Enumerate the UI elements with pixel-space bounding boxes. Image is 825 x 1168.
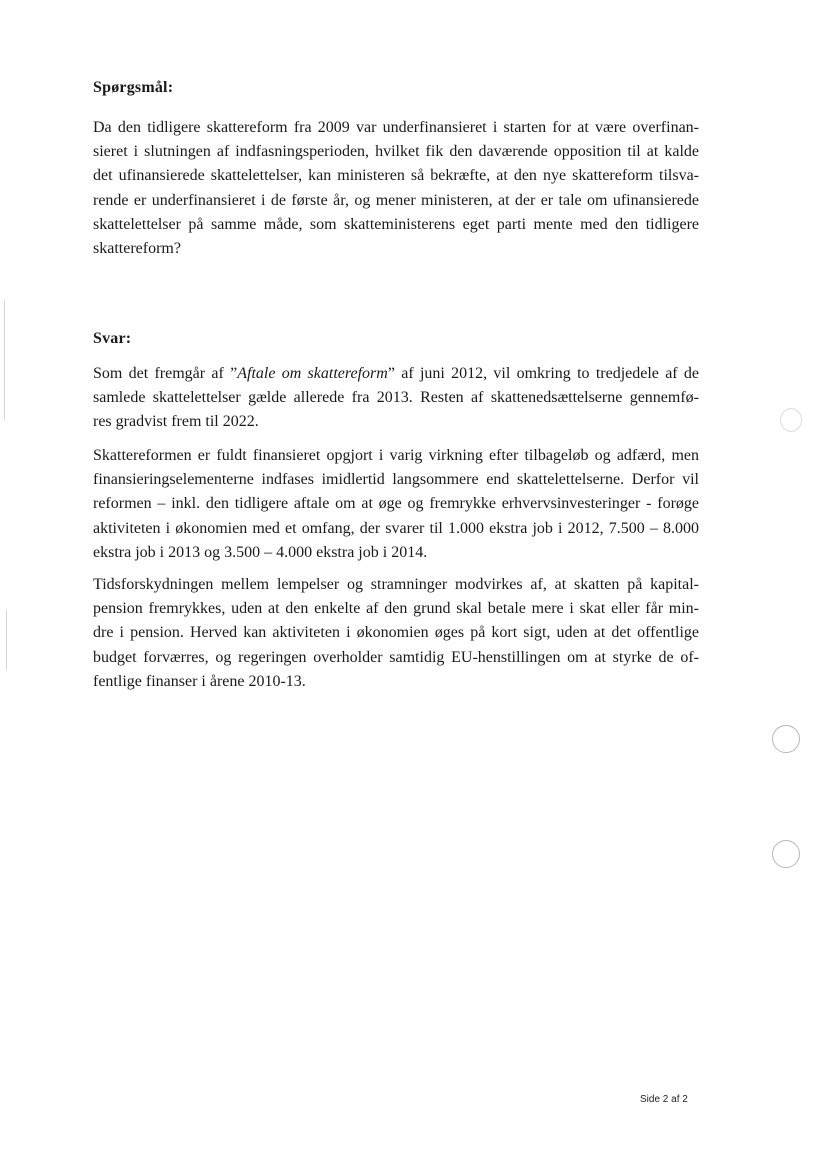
text-line: finansieringselementerne indfases imidlertid langsommere end skattelettelserne. Derfor vil xyxy=(93,471,699,489)
text-line: aktiviteten i økonomien med et omfang, der svarer til 1.000 ekstra job i 2012, 7.500 – 8.000 xyxy=(93,519,699,537)
text-fragment: Som det fremgår af ” xyxy=(93,365,238,382)
text-line: skattelettelser på samme måde, som skatteministerens eget parti mente med den tidligere xyxy=(93,215,699,233)
text-line: pension fremrykkes, uden at den enkelte af den grund skal betale mere i skat eller får min- xyxy=(93,600,699,618)
question-paragraph xyxy=(93,116,699,261)
answer-paragraph-2 xyxy=(93,444,699,565)
answer-heading: Svar: xyxy=(93,330,132,347)
question-heading: Spørgsmål: xyxy=(93,79,174,96)
text-line: Tidsforskydningen mellem lempelser og stramninger modvirkes af, at skatten på kapital- xyxy=(93,576,699,593)
text-line: samlede skattelettelser gælde allerede fra 2013. Resten af skattenedsættelserne gennemfø- xyxy=(93,389,699,407)
scan-edge-mark xyxy=(6,610,7,670)
agreement-title: Aftale om skattereform xyxy=(237,365,388,382)
text-line: budget forværres, og regeringen overholder samtidig EU-henstillingen om at styrke de of- xyxy=(93,648,699,666)
text-line: det ufinansierede skattelettelser, kan ministeren så bekræfte, at den nye skattereform tilsva- xyxy=(93,167,699,185)
punch-hole xyxy=(772,840,800,868)
scan-edge-mark xyxy=(4,300,5,420)
punch-hole xyxy=(772,725,800,753)
text-line: Skattereformen er fuldt finansieret opgjort i varig virkning efter tilbageløb og adfærd, men xyxy=(93,447,699,464)
text-line: dre i pension. Herved kan aktiviteten i økonomien øges på kort sigt, uden at det offentlige xyxy=(93,624,699,642)
answer-paragraph-3 xyxy=(93,573,699,694)
answer-paragraph-1 xyxy=(93,362,699,435)
text-line: sieret i slutningen af indfasningsperioden, hvilket fik den daværende opposition til at kalde xyxy=(93,143,699,161)
text-line xyxy=(93,362,699,386)
page-number: Side 2 af 2 xyxy=(640,1094,688,1105)
text-line: Da den tidligere skattereform fra 2009 var underfinansieret i starten for at være overfinan- xyxy=(93,119,699,136)
text-fragment: ” af juni 2012, vil omkring to tredjedele af de xyxy=(387,365,700,382)
text-line: rende er underfinansieret i de første år, og mener ministeren, at der er tale om ufinansierede xyxy=(93,191,699,209)
punch-hole xyxy=(780,408,802,432)
text-line: ekstra job i 2013 og 3.500 – 4.000 ekstra job i 2014. xyxy=(93,543,428,561)
text-line: skattereform? xyxy=(93,240,181,258)
text-line: reformen – inkl. den tidligere aftale om at øge og fremrykke erhvervsinvesteringer - forøge xyxy=(93,495,699,513)
text-line: fentlige finanser i årene 2010-13. xyxy=(93,672,306,690)
text-line: res gradvist frem til 2022. xyxy=(93,413,259,431)
